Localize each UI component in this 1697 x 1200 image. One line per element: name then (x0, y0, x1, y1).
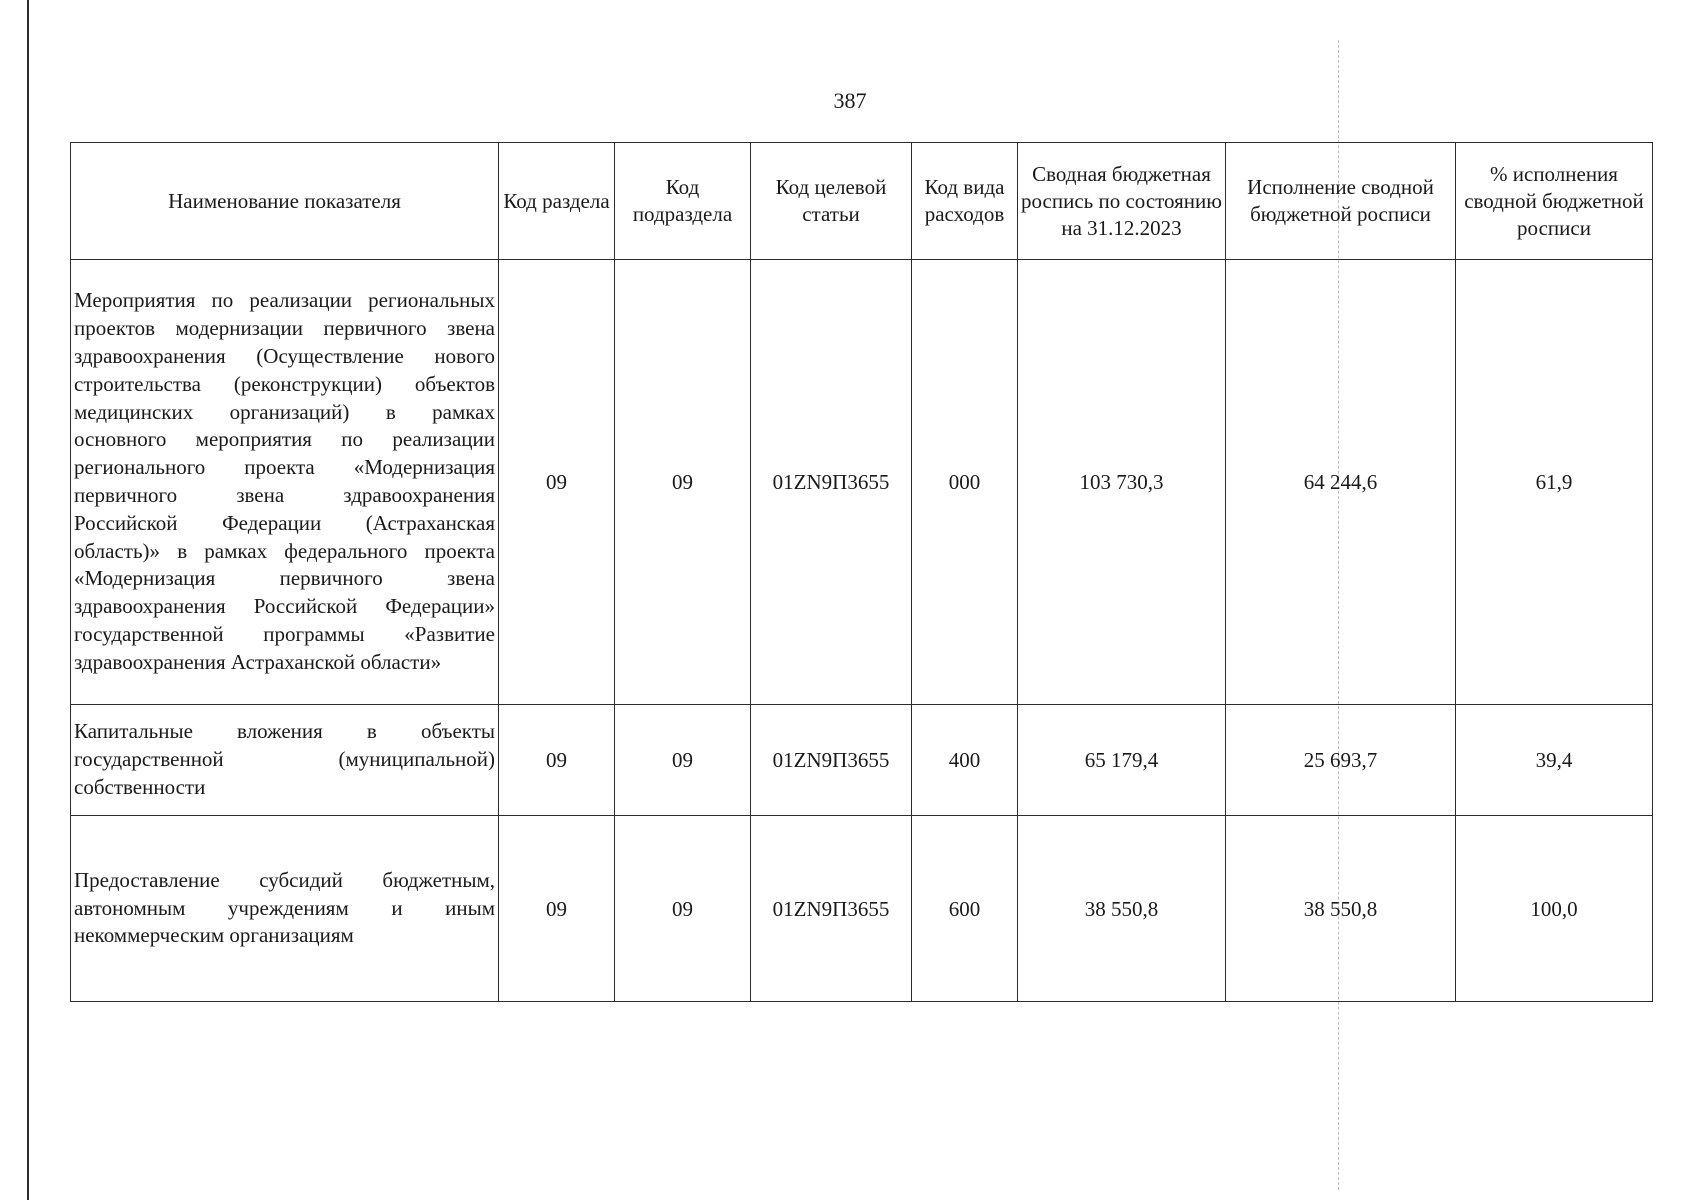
cell-subsection-code: 09 (615, 260, 751, 705)
cell-subsection-code: 09 (615, 816, 751, 1002)
cell-execution: 64 244,6 (1226, 260, 1456, 705)
header-section-code: Код раздела (499, 143, 615, 260)
cell-target-code: 01ZN9П3655 (751, 705, 912, 816)
header-indicator-name: Наименование показателя (71, 143, 499, 260)
cell-section-code: 09 (499, 705, 615, 816)
table-row (71, 816, 1653, 1002)
cell-target-code: 01ZN9П3655 (751, 816, 912, 1002)
header-target-code: Код целевой статьи (751, 143, 912, 260)
cell-budget-schedule: 65 179,4 (1018, 705, 1226, 816)
cell-execution: 25 693,7 (1226, 705, 1456, 816)
cell-indicator-name: Капитальные вложения в объекты государственной (муниципальной) собственности (71, 705, 499, 816)
cell-indicator-name: Мероприятия по реализации региональных проектов модернизации первичного звена здравоохранения (Осуществление нового строительства (реконструкции) объектов медицинских организаций) в рамках основного мероприятия по реализации регионального проекта «Модернизация первичного звена здравоохранения Российской Федерации (Астраханская область)» в рамках федерального проекта «Модернизация первичного звена здравоохранения Российской Федерации» государственной программы «Развитие здравоохранения Астраханской области» (71, 260, 499, 705)
cell-budget-schedule: 38 550,8 (1018, 816, 1226, 1002)
cell-expense-type-code: 400 (912, 705, 1018, 816)
cell-execution-percent: 61,9 (1456, 260, 1653, 705)
table-row (71, 260, 1653, 705)
cell-indicator-name: Предоставление субсидий бюджетным, автономным учреждениям и иным некоммерческим организациям (71, 816, 499, 1002)
header-execution: Исполнение сводной бюджетной росписи (1226, 143, 1456, 260)
cell-execution-percent: 100,0 (1456, 816, 1653, 1002)
cell-expense-type-code: 600 (912, 816, 1018, 1002)
cell-execution-percent: 39,4 (1456, 705, 1653, 816)
cell-budget-schedule: 103 730,3 (1018, 260, 1226, 705)
header-expense-type-code: Код вида расходов (912, 143, 1018, 260)
table-header-row (71, 143, 1653, 260)
header-subsection-code: Код подраздела (615, 143, 751, 260)
cell-execution: 38 550,8 (1226, 816, 1456, 1002)
cell-target-code: 01ZN9П3655 (751, 260, 912, 705)
cell-section-code: 09 (499, 816, 615, 1002)
cell-expense-type-code: 000 (912, 260, 1018, 705)
header-execution-percent: % исполнения сводной бюджетной росписи (1456, 143, 1653, 260)
page-number: 387 (833, 88, 867, 113)
cell-section-code: 09 (499, 260, 615, 705)
cell-subsection-code: 09 (615, 705, 751, 816)
header-budget-schedule: Сводная бюджетная роспись по состоянию на 31.12.2023 (1018, 143, 1226, 260)
budget-execution-table (70, 142, 1653, 1002)
table-row (71, 705, 1653, 816)
scan-left-edge (27, 0, 29, 1200)
